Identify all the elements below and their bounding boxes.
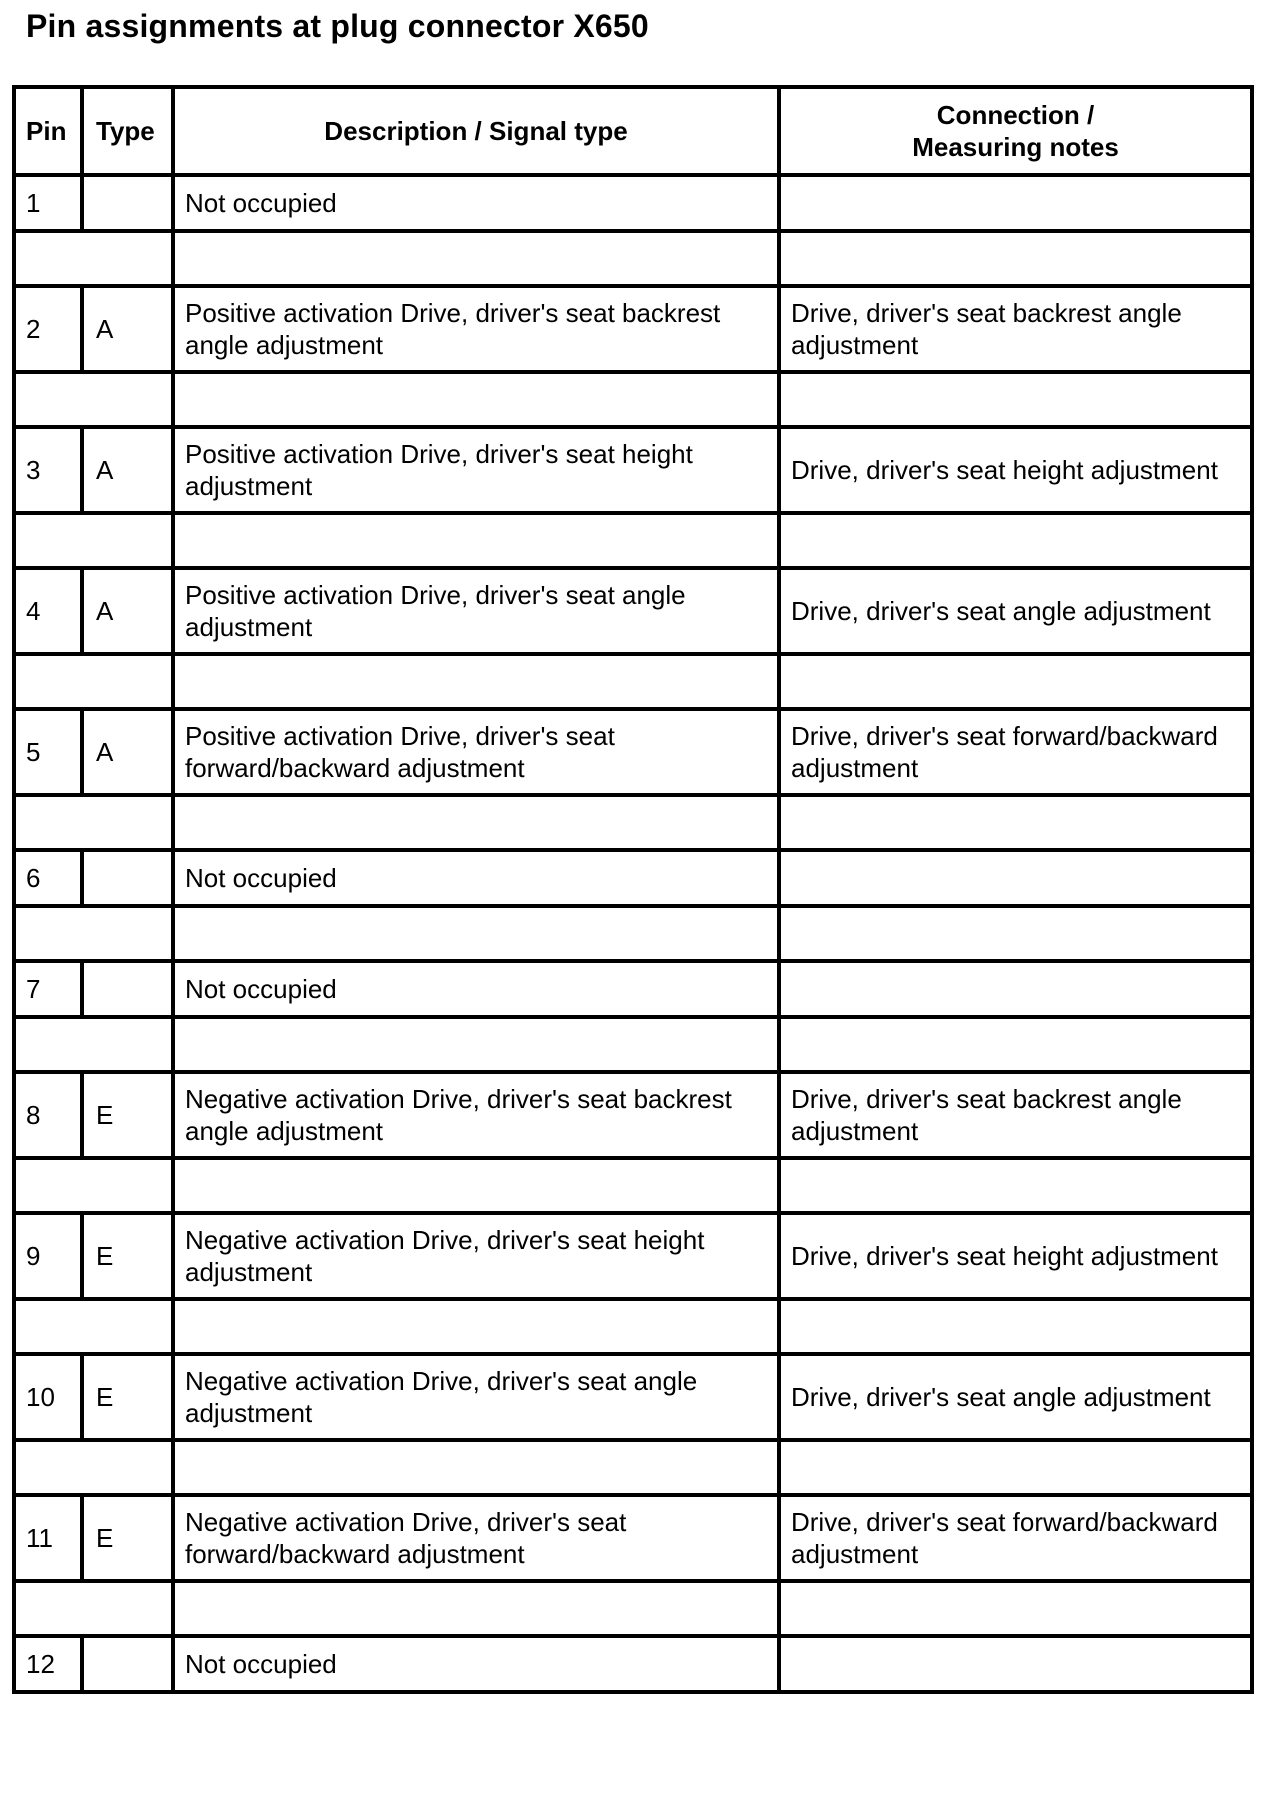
cell-description: Not occupied [173,850,779,906]
spacer-cell [779,372,1252,427]
spacer-cell [173,1440,779,1495]
cell-connection [779,850,1252,906]
spacer-cell [14,513,173,568]
cell-connection [779,1636,1252,1692]
spacer-cell [14,1017,173,1072]
spacer-cell [173,795,779,850]
cell-connection: Drive, driver's seat backrest angle adjustment [779,1072,1252,1158]
table-body [14,175,1252,1692]
cell-description: Positive activation Drive, driver's seat height adjustment [173,427,779,513]
cell-pin: 5 [14,709,82,795]
spacer-cell [779,1440,1252,1495]
table-row [14,961,1252,1017]
cell-description: Positive activation Drive, driver's seat forward/backward adjustment [173,709,779,795]
spacer-cell [14,906,173,961]
table-row [14,427,1252,513]
cell-connection: Drive, driver's seat height adjustment [779,427,1252,513]
spacer-cell [14,654,173,709]
cell-type [82,1636,173,1692]
cell-description: Negative activation Drive, driver's seat forward/backward adjustment [173,1495,779,1581]
spacer-row [14,231,1252,286]
cell-connection [779,961,1252,1017]
header-connection-line1: Connection / [936,100,1095,130]
table-row [14,850,1252,906]
spacer-cell [173,654,779,709]
spacer-cell [173,513,779,568]
cell-pin: 11 [14,1495,82,1581]
pin-assignment-table [12,85,1254,1694]
cell-type [82,175,173,231]
cell-pin: 7 [14,961,82,1017]
spacer-cell [779,795,1252,850]
spacer-cell [173,231,779,286]
cell-description: Not occupied [173,961,779,1017]
cell-connection [779,175,1252,231]
cell-pin: 3 [14,427,82,513]
table-row [14,286,1252,372]
spacer-cell [173,1299,779,1354]
spacer-cell [173,1581,779,1636]
header-connection-line2: Measuring notes [912,132,1119,162]
cell-connection: Drive, driver's seat forward/backward adjustment [779,1495,1252,1581]
header-description: Description / Signal type [173,87,779,175]
spacer-row [14,1581,1252,1636]
spacer-cell [14,1581,173,1636]
cell-connection: Drive, driver's seat forward/backward adjustment [779,709,1252,795]
spacer-cell [173,1017,779,1072]
cell-description: Positive activation Drive, driver's seat backrest angle adjustment [173,286,779,372]
cell-type: A [82,286,173,372]
spacer-cell [173,372,779,427]
cell-pin: 2 [14,286,82,372]
table-row [14,1354,1252,1440]
spacer-cell [14,1440,173,1495]
cell-pin: 1 [14,175,82,231]
spacer-cell [779,513,1252,568]
spacer-cell [779,1017,1252,1072]
header-connection [779,87,1252,175]
cell-description: Positive activation Drive, driver's seat angle adjustment [173,568,779,654]
cell-type: A [82,427,173,513]
table-row [14,1636,1252,1692]
spacer-cell [779,654,1252,709]
table-row [14,709,1252,795]
cell-connection: Drive, driver's seat height adjustment [779,1213,1252,1299]
cell-description: Negative activation Drive, driver's seat backrest angle adjustment [173,1072,779,1158]
spacer-cell [779,906,1252,961]
spacer-cell [779,1581,1252,1636]
header-row [14,87,1252,175]
spacer-cell [779,231,1252,286]
spacer-row [14,1440,1252,1495]
spacer-cell [173,1158,779,1213]
spacer-cell [14,231,173,286]
spacer-cell [14,1299,173,1354]
cell-type: E [82,1072,173,1158]
spacer-cell [14,1158,173,1213]
page-title: Pin assignments at plug connector X650 [26,8,649,44]
spacer-row [14,1299,1252,1354]
spacer-row [14,795,1252,850]
cell-description: Not occupied [173,1636,779,1692]
header-pin: Pin [14,87,82,175]
header-type: Type [82,87,173,175]
table-row [14,568,1252,654]
table-row [14,1072,1252,1158]
cell-connection: Drive, driver's seat backrest angle adjustment [779,286,1252,372]
cell-type: E [82,1354,173,1440]
spacer-cell [14,795,173,850]
spacer-cell [779,1158,1252,1213]
cell-type: E [82,1495,173,1581]
table-row [14,175,1252,231]
spacer-cell [14,372,173,427]
cell-type [82,961,173,1017]
spacer-row [14,372,1252,427]
spacer-cell [779,1299,1252,1354]
cell-pin: 8 [14,1072,82,1158]
cell-pin: 6 [14,850,82,906]
cell-type: E [82,1213,173,1299]
spacer-row [14,906,1252,961]
cell-description: Not occupied [173,175,779,231]
cell-pin: 10 [14,1354,82,1440]
cell-connection: Drive, driver's seat angle adjustment [779,568,1252,654]
cell-pin: 4 [14,568,82,654]
table-row [14,1213,1252,1299]
cell-pin: 9 [14,1213,82,1299]
spacer-row [14,513,1252,568]
cell-connection: Drive, driver's seat angle adjustment [779,1354,1252,1440]
table-row [14,1495,1252,1581]
cell-type [82,850,173,906]
cell-type: A [82,709,173,795]
spacer-row [14,1017,1252,1072]
cell-type: A [82,568,173,654]
cell-description: Negative activation Drive, driver's seat height adjustment [173,1213,779,1299]
spacer-cell [173,906,779,961]
spacer-row [14,654,1252,709]
cell-description: Negative activation Drive, driver's seat angle adjustment [173,1354,779,1440]
cell-pin: 12 [14,1636,82,1692]
spacer-row [14,1158,1252,1213]
